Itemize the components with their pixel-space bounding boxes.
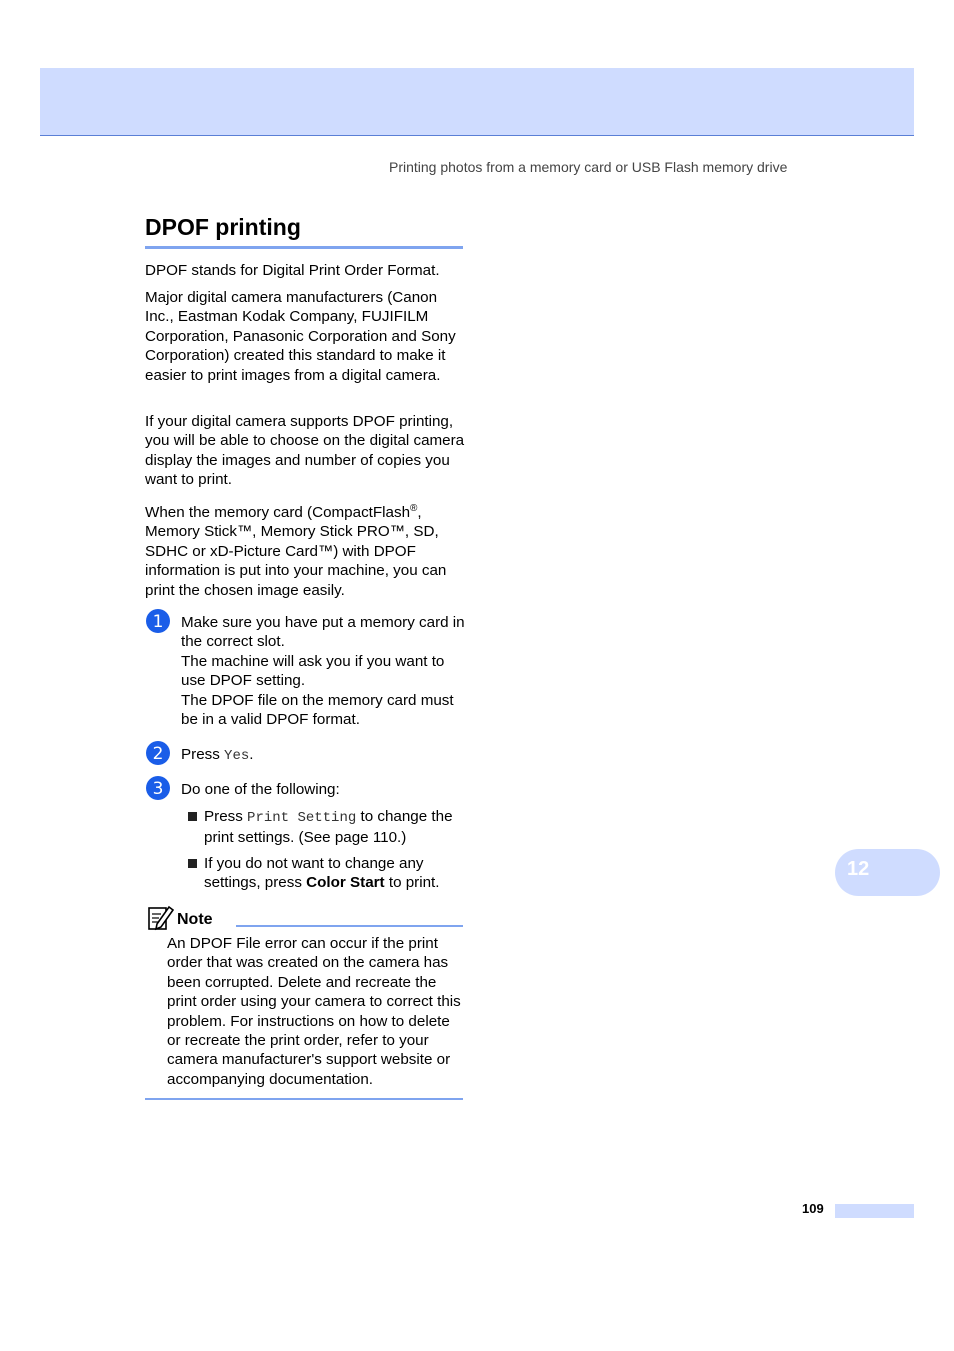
bullet-square-icon — [188, 812, 197, 821]
step-2-suffix: . — [249, 746, 254, 763]
chapter-number: 12 — [847, 858, 870, 880]
color-start-key-label: Color Start — [306, 874, 385, 892]
step-2-prefix: Press — [181, 746, 225, 763]
step-2-number: 2 — [152, 744, 164, 764]
step-2-icon — [146, 741, 170, 765]
paragraph-camera-support: If your digital camera supports DPOF printing, you will be able to choose on the digital camera display the images and number of copies you want to print. — [145, 413, 465, 489]
step-3-icon — [146, 776, 170, 800]
print-setting-option-label: Print Setting — [247, 810, 357, 826]
step-2-text — [181, 745, 466, 766]
page-number: 109 — [802, 1201, 824, 1216]
step-1-text — [181, 613, 466, 729]
bullet-2-prefix: If you do not want to change any settings, press — [204, 855, 424, 892]
bullet-1-prefix: Press — [204, 808, 248, 825]
paragraph-manufacturers: Major digital camera manufacturers (Canon Inc., Eastman Kodak Company, FUJIFILM Corporation, Panasonic Corporation and Sony Corporation) created this standard to make it easier to print images from a digital camera. — [145, 289, 456, 384]
yes-option-label: Yes — [224, 748, 250, 764]
bullet-1-suffix: to change the print settings. (See page 110.) — [204, 808, 453, 847]
bullet-color-start — [204, 854, 466, 893]
paragraph-memory-card — [145, 499, 467, 600]
bullet-print-setting — [204, 807, 466, 848]
paragraph-intro: DPOF stands for Digital Print Order Format. — [145, 262, 440, 279]
running-head: Printing photos from a memory card or USB Flash memory drive — [389, 159, 788, 175]
step-1-line-2: The machine will ask you if you want to use DPOF setting. — [181, 652, 445, 690]
note-title: Note — [177, 911, 213, 928]
registered-mark: ® — [410, 503, 418, 514]
header-band — [40, 68, 914, 136]
step-3-number: 3 — [152, 779, 164, 799]
memory-card-text-a: When the memory card (CompactFlash — [145, 504, 411, 522]
note-body: An DPOF File error can occur if the print order that was created on the camera has been corrupted. Delete and recreate the print order using your camera to correct this problem. For instructions on how to delete or recreate the print order, refer to your camera manufacturer's support website or accompanying documentation. — [167, 935, 461, 1088]
page-number-bar — [835, 1204, 914, 1218]
bullet-square-icon — [188, 859, 197, 868]
note-title-rule — [236, 925, 463, 927]
title-underline — [145, 246, 463, 249]
note-pencil-icon — [146, 904, 174, 932]
step-1-line-3: The DPOF file on the memory card must be in a valid DPOF format. — [181, 691, 454, 729]
step-1-line-1: Make sure you have put a memory card in the correct slot. — [181, 614, 465, 651]
note-bottom-rule — [145, 1098, 463, 1100]
step-1-icon — [146, 609, 170, 633]
step-3-text: Do one of the following: — [181, 781, 340, 798]
step-1-number: 1 — [152, 612, 164, 632]
section-title: DPOF printing — [145, 214, 301, 240]
bullet-2-suffix: to print. — [384, 874, 440, 892]
memory-card-text-b: , Memory Stick™, Memory Stick PRO™, SD, SDHC or xD-Picture Card™) with DPOF information is put into your machine, you can print the chosen image easily. — [145, 504, 447, 599]
